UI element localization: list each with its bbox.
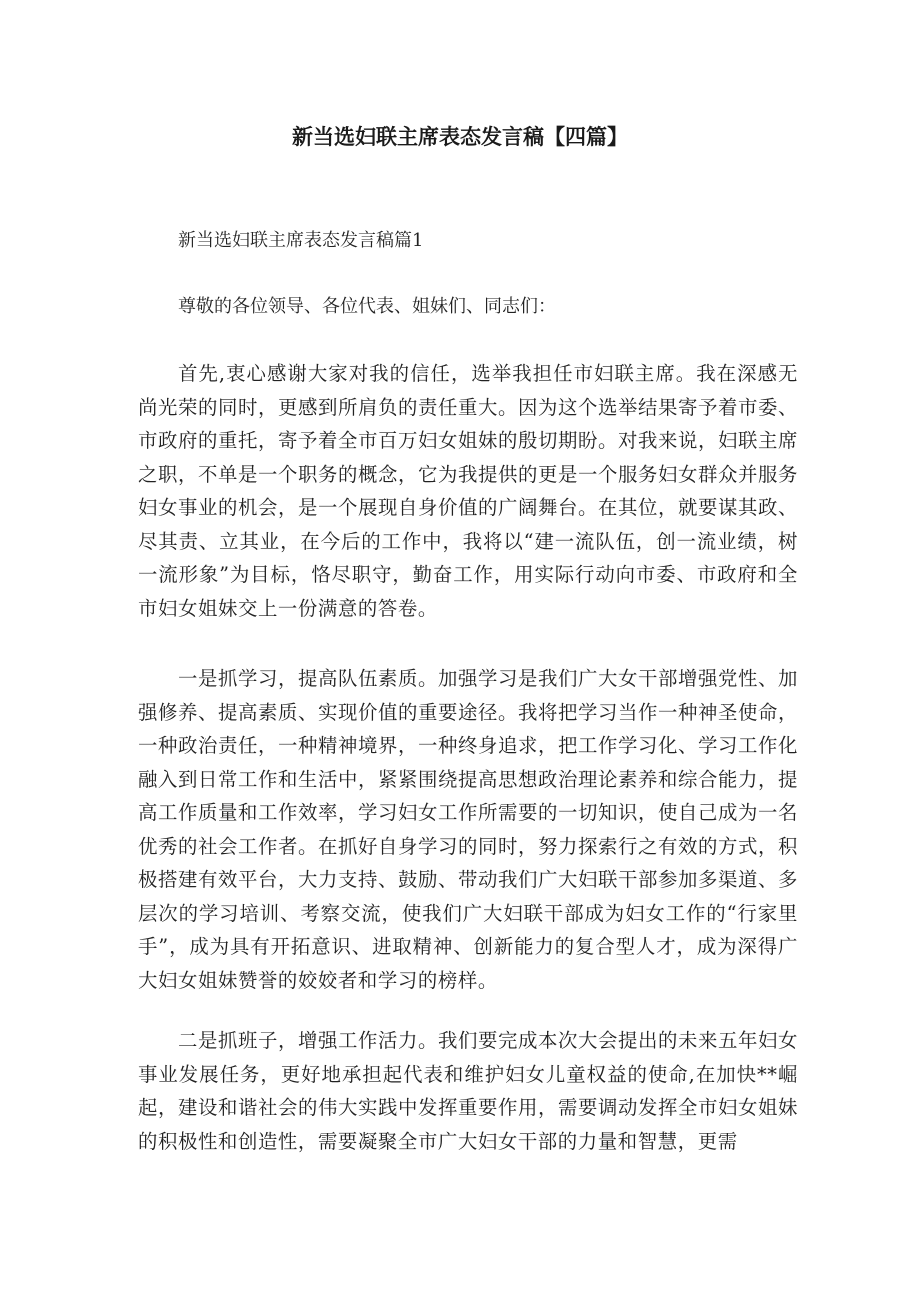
section-title: 新当选妇联主席表态发言稿篇1 <box>178 230 424 251</box>
paragraph-1: 首先,衷心感谢大家对我的信任，选举我担任市妇联主席。我在深感无尚光荣的同时，更感到所肩负的责任重大。因为这个选举结果寄予着市委、市政府的重托，寄予着全市百万妇女姐妹的殷切期盼。对我来说，妇联主席之职，不单是一个职务的概念，它为我提供的更是一个服务妇女群众并服务妇女事业的机会，是一个展现自身价值的广阔舞台。在其位，就要谋其政、尽其责、立其业，在今后的工作中，我将以“建一流队伍，创一流业绩，树一流形象”为目标，恪尽职守，勤奋工作，用实际行动向市委、市政府和全市妇女姐妹交上一份满意的答卷。 <box>138 362 798 620</box>
paragraph-3: 二是抓班子，增强工作活力。我们要完成本次大会提出的未来五年妇女事业发展任务，更好地承担起代表和维护妇女儿童权益的使命,在加快**崛起，建设和谐社会的伟大实践中发挥重要作用，需要调动发挥全市妇女姐妹的积极性和创造性，需要凝聚全市广大妇女干部的力量和智慧，更需 <box>138 1029 798 1153</box>
document-title: 新当选妇联主席表态发言稿【四篇】 <box>292 125 628 149</box>
salutation: 尊敬的各位领导、各位代表、姐妹们、同志们： <box>178 296 556 317</box>
paragraph-2: 一是抓学习，提高队伍素质。加强学习是我们广大女干部增强党性、加强修养、提高素质、实现价值的重要途径。我将把学习当作一种神圣使命，一种政治责任，一种精神境界，一种终身追求，把工作学习化、学习工作化融入到日常工作和生活中，紧紧围绕提高思想政治理论素养和综合能力，提高工作质量和工作效率，学习妇女工作所需要的一切知识，使自己成为一名优秀的社会工作者。在抓好自身学习的同时，努力探索行之有效的方式，积极搭建有效平台，大力支持、鼓励、带动我们广大妇联干部参加多渠道、多层次的学习培训、考察交流，使我们广大妇联干部成为妇女工作的“行家里手”，成为具有开拓意识、进取精神、创新能力的复合型人才，成为深得广大妇女姐妹赞誉的姣姣者和学习的榜样。 <box>138 667 798 992</box>
